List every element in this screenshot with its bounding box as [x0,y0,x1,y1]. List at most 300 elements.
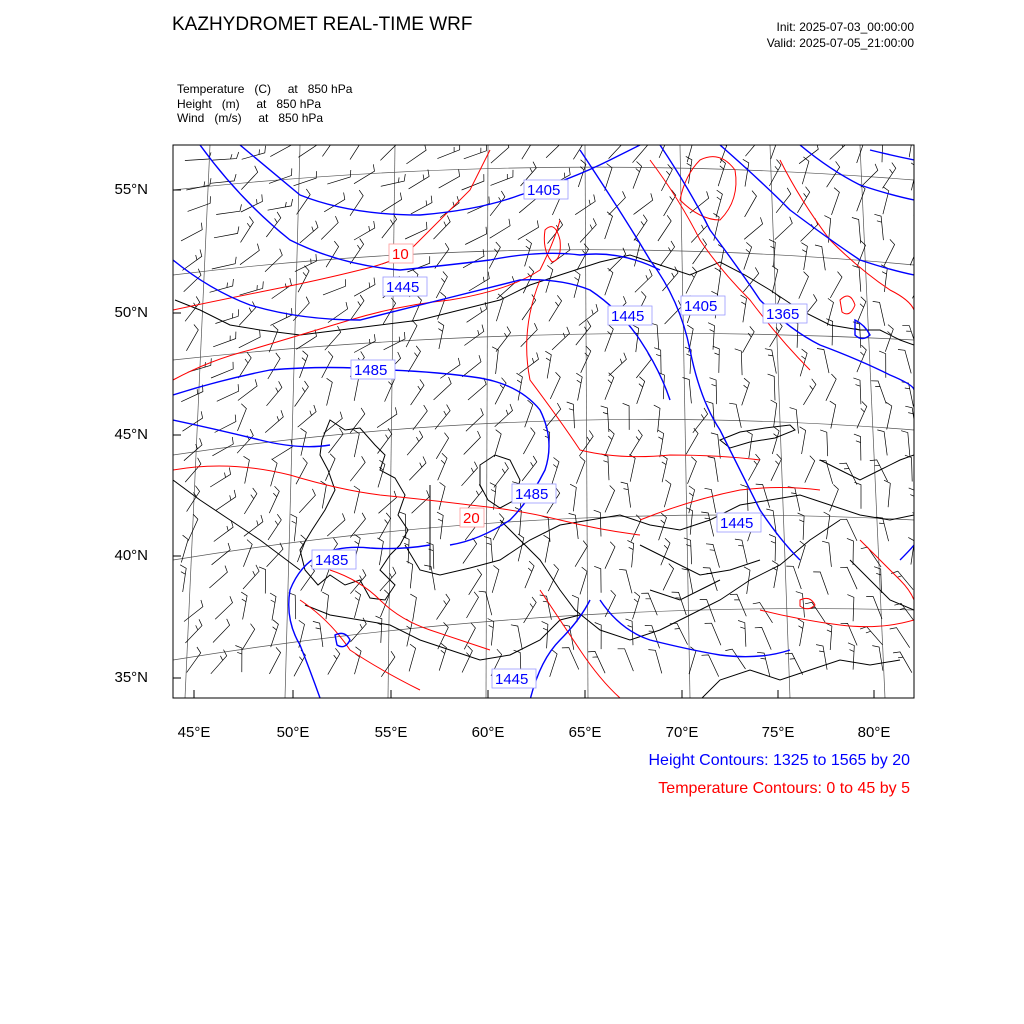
wind-barb [771,132,779,159]
wind-barb [672,592,687,615]
wind-barb [708,457,718,482]
wind-barb [857,345,866,372]
wind-barb [832,188,840,215]
wind-barb [907,130,913,157]
wind-barb [244,488,257,514]
lon-label: 45°E [177,724,211,741]
lon-label: 80°E [857,724,891,741]
wind-barb [184,438,202,460]
wind-barb [740,485,748,511]
wind-barb [853,322,861,348]
wind-barb [350,456,365,481]
wind-barb [295,381,309,407]
wind-barb [212,257,236,269]
wind-barb [406,321,417,348]
wind-barb [716,190,722,217]
wind-barb [214,520,233,541]
wind-barb [434,377,452,400]
wind-barb [902,382,914,407]
wind-barb [661,538,670,565]
wind-barb [300,221,318,243]
temperature-contours [173,150,914,698]
wind-barb [491,170,514,186]
wind-barb [871,381,886,404]
wind-barb [462,355,481,377]
wind-barb [748,454,760,480]
wind-barb [353,430,359,457]
height-label [681,296,725,315]
wind-barb [328,648,340,674]
wind-barb [409,457,426,481]
wind-barb [496,327,511,352]
wind-barb [259,567,266,594]
wind-barb [522,133,535,159]
wind-barb [524,597,537,623]
wind-barb [462,174,484,190]
lon-label: 75°E [761,724,795,741]
wind-barb [413,405,428,430]
wind-barb [686,428,698,454]
wind-barb [650,323,658,349]
wind-barb [269,168,292,183]
wind-barb [576,373,582,400]
wind-barb [183,411,203,431]
wind-barb [265,249,282,272]
wind-barb [884,239,895,266]
wind-barb [411,379,424,405]
wind-barb [268,514,281,540]
wind-barb [325,326,341,350]
wind-barb [576,320,591,345]
valid-time: Valid: 2025-07-05_21:00:00 [766,36,914,50]
wind-barb [847,595,854,622]
wind-barb [467,302,487,322]
wind-barb [730,594,746,616]
lon-label: 60°E [471,724,505,741]
wind-barb [713,346,720,373]
wind-barb [800,427,806,454]
wind-barb [572,595,578,622]
height-label [717,513,761,532]
wind-barb [890,628,910,648]
wind-barb [327,170,351,184]
wind-barb [241,166,257,190]
wind-barb [745,132,761,157]
wind-barb [466,408,483,431]
wind-barb [580,218,596,242]
wind-barb [511,625,522,650]
wind-barb [700,600,715,623]
wind-barb [213,152,239,160]
wind-barb [354,221,375,240]
wind-barb [886,402,892,429]
wind-barb [214,227,239,238]
wind-barb [866,597,882,619]
wind-barb [239,330,260,348]
wind-barb [523,428,535,455]
wind-barb [210,468,230,488]
wind-barb [479,591,492,615]
wind-barb [605,542,615,569]
wind-barb [239,302,255,326]
wind-barb [270,593,276,620]
wind-barb [212,437,233,456]
wind-barb [634,193,653,214]
wind-barb [291,514,297,541]
wind-barb [746,431,752,458]
height-label [512,484,556,503]
wind-barb [619,569,632,593]
wind-barb [567,402,575,428]
wind-barb [438,322,444,349]
wind-barb [605,164,612,191]
wind-barb [216,490,236,510]
balkhash-coast [720,425,795,448]
wind-barb [705,623,721,645]
wind-barb [212,543,231,565]
wind-barb [550,372,560,399]
wind-barb [630,430,643,456]
wind-barb [237,429,253,453]
wind-barb [883,163,896,189]
wind-barb [270,138,291,156]
wind-barb [464,144,487,159]
height-contour-labels [312,180,807,688]
wind-barb [210,279,234,292]
wind-barb [548,564,558,591]
wind-barb [525,400,533,427]
wind-barb [240,281,264,295]
wind-barb [659,131,669,158]
lon-label: 70°E [665,724,699,741]
wind-barb [857,402,867,429]
wind-barb [658,215,671,241]
wind-barb [384,332,405,350]
wind-barb [645,625,660,648]
wind-barb [605,268,613,295]
wind-barb [181,223,202,241]
wind-barb [323,279,345,295]
wind-barb [803,379,816,405]
wind-barb [706,544,720,568]
wind-barb [436,433,448,459]
wind-barb [580,567,587,594]
wind-barb [742,378,750,405]
height-label-text: 1485 [315,552,349,569]
wind-barb [635,269,652,292]
wind-barb [605,429,614,456]
wind-barb [876,136,882,163]
wind-barb [266,212,281,237]
wind-barb [660,241,675,266]
wind-barb [517,373,523,400]
wind-barb [788,487,800,512]
wind-barb [594,566,601,593]
wind-barb [915,297,927,323]
wind-barb [217,384,239,401]
map-title: KAZHYDROMET REAL-TIME WRF [172,14,473,35]
wind-barb [819,460,833,484]
wind-barb [853,378,861,404]
wind-barb [406,619,412,646]
wind-barb [381,193,401,213]
wind-barb [546,403,561,428]
wind-barb [633,325,639,352]
wind-barb [718,159,725,186]
wind-barb [765,349,776,374]
wind-barb [494,430,501,457]
wind-barb [588,651,605,673]
wind-barb [298,405,316,427]
wind-barb [826,319,832,346]
field-height: Height (m) at 850 hPa [177,96,322,111]
wind-barb [662,455,668,482]
wind-barb [185,458,201,482]
wind-barb [857,240,866,267]
wind-barb [857,297,866,324]
wind-barb [916,213,924,240]
wind-barb [914,188,921,215]
wind-barb [518,220,539,239]
wind-barb [629,454,635,481]
wind-barb [467,592,479,618]
wind-barb [209,566,227,588]
wind-barb [324,193,345,212]
wind-barb [438,453,447,480]
field-temperature: Temperature (C) at 850 hPa [177,82,353,96]
field-wind: Wind (m/s) at 850 hPa [177,111,324,125]
lat-label: 55°N [114,181,148,198]
wind-barb [238,379,257,400]
wind-barb [826,623,832,650]
lat-label: 35°N [114,669,148,686]
wind-barb [407,431,423,455]
wind-barb [313,621,323,647]
wind-barb [893,652,912,673]
wind-barb [670,623,688,644]
wind-barb [799,272,809,299]
wind-barb [350,569,366,593]
wind-barb [380,590,389,617]
wind-barb [242,146,266,160]
wind-barb [852,266,860,292]
wind-barb [605,486,615,513]
wind-barb [354,486,360,513]
wind-barb [605,324,614,351]
wind-barb [743,159,749,186]
wind-barb [848,643,854,670]
graticule [173,145,914,698]
wind-barb [693,408,708,433]
lat-label: 50°N [114,304,148,321]
kazakhstan-north-border [175,255,914,345]
wind-barb [905,455,912,481]
wind-barb [327,378,333,405]
wind-barb [769,535,776,562]
wind-barb [376,616,382,643]
wind-barb [711,433,720,459]
wind-barb [439,482,445,509]
wind-barb [601,454,609,480]
wind-barb [735,539,747,564]
wind-barb [633,592,640,619]
wind-barb [826,374,836,401]
wind-barb [215,309,238,323]
wind-barb [799,142,818,163]
wind-barb [269,486,279,513]
wind-barb [469,569,482,595]
wind-barb [637,377,645,404]
wind-barb [241,217,254,243]
height-label-text: 1405 [684,298,718,315]
wind-barb [238,404,247,431]
wind-barb [705,488,716,513]
wind-barb [322,351,333,378]
wind-barb [350,134,363,160]
wind-barb [664,480,671,507]
wind-barb [574,270,580,297]
wind-barb [575,541,587,567]
init-time: Init: 2025-07-03_00:00:00 [776,20,914,34]
wind-barb [464,623,475,650]
wind-barb [830,137,848,160]
wind-barb [322,131,336,157]
wind-barb [798,619,804,646]
wind-barb [552,458,559,485]
wind-barb [772,427,779,454]
height-label [492,669,536,688]
wind-barb [322,592,328,619]
wind-barb [377,407,397,427]
wind-barb [633,162,642,189]
wind-barb [621,482,631,508]
wind-barb [241,592,247,619]
wind-barb [243,540,252,567]
wind-barb [755,628,771,650]
wind-barb [550,650,557,677]
wind-barb [494,462,509,487]
lon-label: 55°E [374,724,408,741]
wind-barb [913,513,919,540]
wind-barb [594,510,601,536]
temperature-label-text: 10 [392,246,409,263]
wind-barb [857,184,865,211]
wind-barb [301,428,307,455]
wind-barb [407,561,413,588]
wind-barb [268,353,280,379]
wind-barb [576,457,585,484]
wind-barb [801,218,818,241]
wind-barb [354,278,375,297]
wind-barb [462,646,472,673]
wind-barb [213,619,230,643]
wind-barb [379,513,391,539]
wind-barb [633,138,649,162]
wind-barb [822,541,831,567]
wind-barb [879,351,886,378]
wind-barb [627,540,633,567]
wind-barb [745,191,757,217]
wind-barb [490,219,510,238]
wind-barb [852,218,861,244]
wind-barb [184,600,203,622]
wind-barb [898,350,911,374]
wind-barb [883,187,889,214]
wind-barb [434,216,451,240]
lat-label: 45°N [114,426,148,443]
wind-barb [211,650,227,674]
wind-barb [873,301,885,325]
wind-barb [492,566,499,593]
wind-barb [708,323,714,350]
wind-barb [271,459,278,486]
wind-barb [847,538,854,565]
wind-barb [910,238,919,265]
wind-barb [182,250,201,271]
height-label-text: 1485 [515,486,549,503]
temperature-legend: Temperature Contours: 0 to 45 by 5 [658,780,910,797]
wind-barb [715,268,721,295]
wind-barb [688,457,697,484]
wind-barb [271,620,279,647]
wind-barb [840,519,857,541]
height-legend: Height Contours: 1325 to 1565 by 20 [648,752,910,769]
wind-barb [299,489,315,513]
wind-barb [464,431,481,455]
wind-barb [525,239,532,266]
wind-barb [735,349,742,375]
wind-barb [840,567,857,589]
height-label-text: 1445 [720,515,754,532]
wind-barb [549,295,562,321]
wind-barb [770,321,783,347]
height-label [763,304,807,323]
wind-barb [820,430,828,456]
lon-label: 50°E [276,724,310,741]
wind-barb [355,647,362,674]
wind-barb [741,295,747,322]
wind-barb [350,190,363,216]
wind-barb [490,483,496,510]
wind-barb [298,137,318,157]
wind-barb [491,141,509,164]
height-label-text: 1445 [386,279,420,296]
wind-barb [743,326,755,352]
wind-barb [412,490,430,513]
wind-barb [609,135,625,159]
wind-barb [269,647,280,674]
wind-barb [884,480,890,507]
wind-barb [802,157,809,184]
wind-barb [902,325,917,348]
wind-barb [326,241,339,267]
wind-barb [186,325,198,351]
wind-barb [410,594,416,621]
wind-barb [522,456,537,481]
wind-barbs [180,130,927,677]
wind-barb [545,351,551,378]
wind-barb [658,430,664,457]
wind-barb [813,572,828,595]
wind-barb [854,434,861,460]
wind-barb [683,378,692,404]
wind-barb [702,655,719,677]
wind-barb [648,650,661,674]
wind-barb [465,227,487,245]
wind-barb [295,254,317,272]
wind-barb [798,513,805,540]
wind-barb [854,482,861,509]
